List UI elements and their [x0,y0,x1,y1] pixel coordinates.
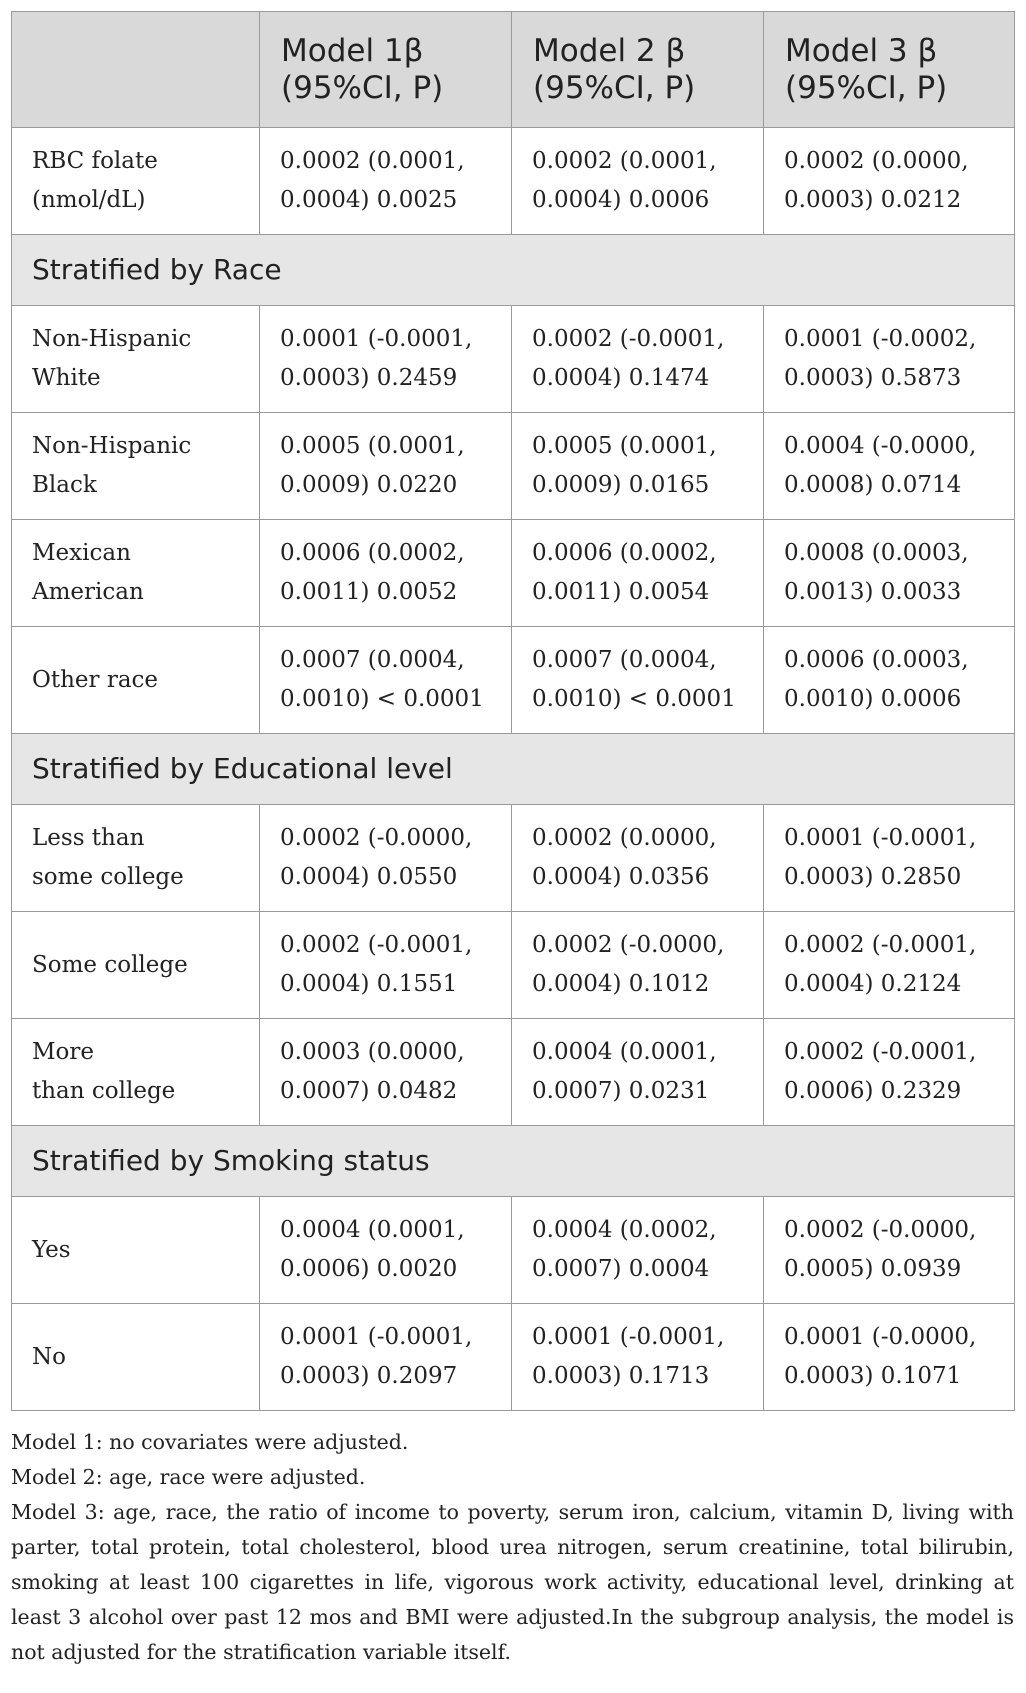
cell-line2: 0.0003) 0.1713 [532,1363,710,1389]
cell-model1 [260,128,512,235]
cell-line1: 0.0004 (-0.0000, [784,433,977,459]
cell-model3 [764,627,1015,734]
cell-line1: 0.0002 (-0.0001, [784,932,977,958]
cell-model2 [512,1019,764,1126]
cell-line2: 0.0007) 0.0004 [532,1256,710,1282]
cell-model3 [764,1197,1015,1304]
results-table [11,11,1015,1411]
cell-line1: 0.0001 (-0.0001, [280,326,473,352]
cell-line2: 0.0003) 0.0212 [784,187,962,213]
cell-model3 [764,912,1015,1019]
cell-line1: 0.0002 (0.0000, [532,825,717,851]
table-row-some-college [12,912,1015,1019]
section-title: Stratified by Race [12,235,1015,306]
cell-line2: 0.0010) < 0.0001 [280,686,484,712]
cell-line2: 0.0007) 0.0482 [280,1078,458,1104]
cell-line2: 0.0004) 0.1551 [280,971,458,997]
header-model2-line1: Model 2 β [533,32,686,69]
cell-model3 [764,1019,1015,1126]
cell-model3 [764,805,1015,912]
row-label-line1: Non-Hispanic [32,326,192,352]
row-label [12,306,260,413]
row-label: Some college [12,912,260,1019]
header-row [12,12,1015,128]
cell-line1: 0.0002 (-0.0001, [784,1039,977,1065]
cell-line2: 0.0004) 0.2124 [784,971,962,997]
section-row-smoking [12,1126,1015,1197]
table-row-mexican-american [12,520,1015,627]
cell-model3 [764,1304,1015,1411]
table-container [11,11,1014,1670]
section-title: Stratified by Educational level [12,734,1015,805]
cell-line1: 0.0007 (0.0004, [280,647,465,673]
cell-line1: 0.0002 (-0.0001, [280,932,473,958]
cell-model1 [260,1019,512,1126]
table-footnotes [11,1425,1014,1670]
cell-line1: 0.0002 (-0.0001, [532,326,725,352]
cell-line2: 0.0003) 0.2097 [280,1363,458,1389]
cell-line2: 0.0006) 0.2329 [784,1078,962,1104]
cell-model1 [260,306,512,413]
row-label-line1: Mexican [32,540,131,566]
row-label [12,128,260,235]
cell-model1 [260,1197,512,1304]
cell-line2: 0.0008) 0.0714 [784,472,962,498]
row-label [12,413,260,520]
cell-line2: 0.0009) 0.0220 [280,472,458,498]
cell-line1: 0.0001 (-0.0001, [532,1324,725,1350]
table-row-more-than-college [12,1019,1015,1126]
header-model1-line1: Model 1β [281,32,424,69]
cell-model2 [512,912,764,1019]
cell-line2: 0.0005) 0.0939 [784,1256,962,1282]
cell-line2: 0.0004) 0.1474 [532,365,710,391]
table-row-smoking-no [12,1304,1015,1411]
table-row-smoking-yes [12,1197,1015,1304]
cell-model1 [260,413,512,520]
cell-model3 [764,306,1015,413]
cell-model2 [512,627,764,734]
table-row-rbc-folate [12,128,1015,235]
cell-model2 [512,1197,764,1304]
table-row-other-race [12,627,1015,734]
section-title: Stratified by Smoking status [12,1126,1015,1197]
cell-line1: 0.0006 (0.0002, [280,540,465,566]
row-label-line2: (nmol/dL) [32,187,146,213]
cell-line1: 0.0004 (0.0001, [532,1039,717,1065]
cell-line1: 0.0001 (-0.0001, [280,1324,473,1350]
header-model2 [512,12,764,128]
row-label: No [12,1304,260,1411]
cell-line1: 0.0002 (0.0001, [280,148,465,174]
cell-line2: 0.0009) 0.0165 [532,472,710,498]
row-label-line1: Non-Hispanic [32,433,192,459]
cell-line1: 0.0006 (0.0002, [532,540,717,566]
row-label [12,1019,260,1126]
header-model1 [260,12,512,128]
row-label: Yes [12,1197,260,1304]
cell-model1 [260,520,512,627]
footnote-model2: Model 2: age, race were adjusted. [11,1465,366,1489]
cell-line1: 0.0008 (0.0003, [784,540,969,566]
cell-line1: 0.0004 (0.0002, [532,1217,717,1243]
cell-line1: 0.0003 (0.0000, [280,1039,465,1065]
cell-line2: 0.0004) 0.0025 [280,187,458,213]
cell-line2: 0.0003) 0.2459 [280,365,458,391]
header-model3-line2: (95%CI, P) [785,69,948,106]
cell-model3 [764,128,1015,235]
header-blank-cell [12,12,260,128]
cell-line1: 0.0002 (-0.0000, [784,1217,977,1243]
cell-model2 [512,805,764,912]
footnote-model1: Model 1: no covariates were adjusted. [11,1430,409,1454]
table-header [12,12,1015,128]
row-label: Other race [12,627,260,734]
cell-line2: 0.0007) 0.0231 [532,1078,710,1104]
cell-line1: 0.0002 (-0.0000, [532,932,725,958]
cell-model2 [512,413,764,520]
cell-line2: 0.0011) 0.0054 [532,579,710,605]
header-model3 [764,12,1015,128]
row-label [12,520,260,627]
cell-line2: 0.0011) 0.0052 [280,579,458,605]
section-row-education [12,734,1015,805]
cell-model2 [512,306,764,413]
row-label-line2: some college [32,864,184,890]
cell-line1: 0.0001 (-0.0000, [784,1324,977,1350]
cell-line2: 0.0004) 0.1012 [532,971,710,997]
table-row-less-than-some-college [12,805,1015,912]
cell-line2: 0.0010) < 0.0001 [532,686,736,712]
cell-model3 [764,520,1015,627]
header-model2-line2: (95%CI, P) [533,69,696,106]
cell-line1: 0.0004 (0.0001, [280,1217,465,1243]
table-row-nh-white [12,306,1015,413]
cell-line1: 0.0001 (-0.0002, [784,326,977,352]
cell-line2: 0.0004) 0.0356 [532,864,710,890]
row-label [12,805,260,912]
table-row-nh-black [12,413,1015,520]
header-model3-line1: Model 3 β [785,32,938,69]
cell-line2: 0.0003) 0.5873 [784,365,962,391]
header-model1-line2: (95%CI, P) [281,69,444,106]
row-label-line1: More [32,1039,95,1065]
cell-line2: 0.0010) 0.0006 [784,686,962,712]
cell-line1: 0.0005 (0.0001, [532,433,717,459]
cell-line1: 0.0002 (0.0000, [784,148,969,174]
cell-line2: 0.0003) 0.2850 [784,864,962,890]
cell-model1 [260,912,512,1019]
section-row-race [12,235,1015,306]
cell-line1: 0.0002 (0.0001, [532,148,717,174]
cell-model2 [512,520,764,627]
row-label-line2: Black [32,472,97,498]
row-label-line1: RBC folate [32,148,158,174]
cell-line2: 0.0013) 0.0033 [784,579,962,605]
cell-model3 [764,413,1015,520]
cell-model1 [260,1304,512,1411]
cell-model1 [260,627,512,734]
cell-line1: 0.0007 (0.0004, [532,647,717,673]
cell-line1: 0.0006 (0.0003, [784,647,969,673]
cell-line2: 0.0004) 0.0006 [532,187,710,213]
cell-model1 [260,805,512,912]
cell-model2 [512,128,764,235]
cell-line1: 0.0002 (-0.0000, [280,825,473,851]
row-label-line2: American [32,579,144,605]
cell-line1: 0.0005 (0.0001, [280,433,465,459]
cell-model2 [512,1304,764,1411]
row-label-line2: White [32,365,101,391]
cell-line2: 0.0003) 0.1071 [784,1363,962,1389]
cell-line1: 0.0001 (-0.0001, [784,825,977,851]
footnote-model3: Model 3: age, race, the ratio of income to poverty, serum iron, calcium, vitamin D, living with parter, total protein, total cholesterol, blood urea nitrogen, serum creatinine, total bilirubin, smoking at least 100 cigarettes in life, vigorous work activity, educational level, drinking at least 3 alcohol over past 12 mos and BMI were adjusted.In the subgroup analysis, the model is not adjusted for the stratification variable itself. [11,1500,1014,1664]
cell-line2: 0.0004) 0.0550 [280,864,458,890]
row-label-line1: Less than [32,825,145,851]
cell-line2: 0.0006) 0.0020 [280,1256,458,1282]
row-label-line2: than college [32,1078,176,1104]
